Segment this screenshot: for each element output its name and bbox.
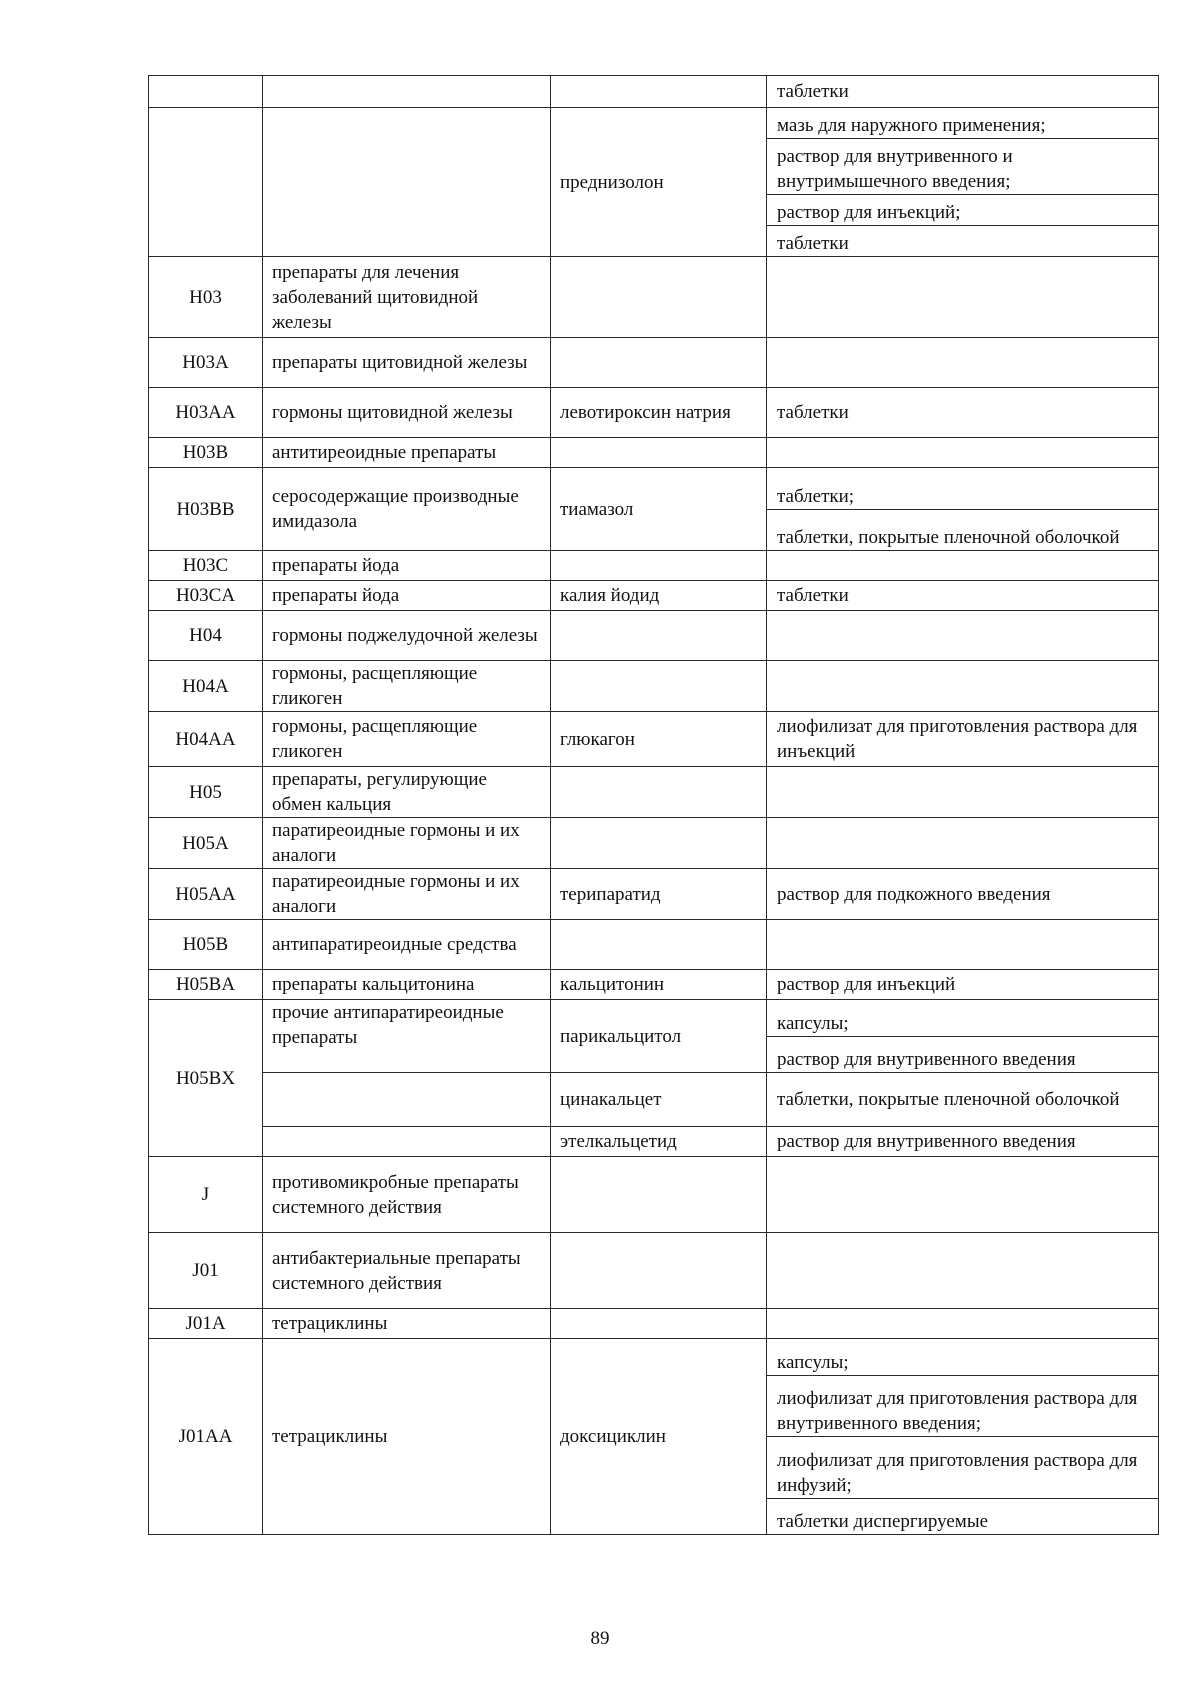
medicines-table [148,75,1159,1535]
table-row [149,1157,1159,1233]
page-number: 89 [590,1628,610,1649]
dosage-forms-cell [767,1309,1159,1339]
dosage-form: раствор для подкожного введения [777,883,1051,905]
group-name-cell: гормоны, расщепляющие гликоген [263,661,551,712]
group-name-cell: прочие антипаратиреоидные препараты [263,1000,551,1073]
dosage-forms-list [767,468,1158,550]
dosage-form: мазь для наружного применения; [777,115,1046,136]
dosage-form: таблетки [777,81,849,102]
group-name-cell: препараты йода [263,581,551,611]
drug-name-cell [551,611,767,661]
dosage-forms-cell [767,338,1159,388]
dosage-forms-cell [767,581,1159,611]
table-row [149,108,1159,257]
dosage-forms-cell [767,1157,1159,1233]
atc-code-cell [149,76,263,108]
dosage-forms-cell [767,611,1159,661]
atc-code-cell: H03 [149,257,263,338]
group-name-cell: антибактериальные препараты системного действия [263,1233,551,1309]
drug-name-cell [551,76,767,108]
atc-code-cell: H05AA [149,869,263,920]
table-row [149,661,1159,712]
atc-code-cell: H05BA [149,970,263,1000]
group-name-cell: паратиреоидные гормоны и их аналоги [263,869,551,920]
drug-name-cell: калия йодид [551,581,767,611]
dosage-form: таблетки; [777,485,855,507]
atc-code-cell: H03A [149,338,263,388]
group-name-cell: антитиреоидные препараты [263,438,551,468]
atc-code-cell: H05BX [149,1000,263,1157]
group-name-cell [263,1073,551,1127]
drug-name-cell: терипаратид [551,869,767,920]
drug-name-cell: цинакальцет [551,1073,767,1127]
dosage-form: таблетки [767,225,1158,256]
dosage-form: капсулы; [777,1012,849,1034]
atc-code-cell [149,108,263,257]
atc-code-cell: H03AA [149,388,263,438]
table-row [149,76,1159,108]
drug-name-cell [551,438,767,468]
dosage-forms-cell [767,468,1159,551]
dosage-form: раствор для внутривенного введения [777,1131,1076,1152]
drug-name-cell [551,1157,767,1233]
group-name-cell: препараты йода [263,551,551,581]
table-row [149,767,1159,818]
atc-code-cell: H05 [149,767,263,818]
group-name-cell: серосодержащие производные имидазола [263,468,551,551]
dosage-form: раствор для инъекций [777,974,956,995]
dosage-form: раствор для внутривенного введения [767,1036,1158,1073]
drug-name-cell [551,1233,767,1309]
atc-code-cell: H04AA [149,712,263,767]
atc-code-cell: H05B [149,920,263,970]
dosage-forms-cell [767,661,1159,712]
drug-name-cell [551,920,767,970]
drug-name-cell: кальцитонин [551,970,767,1000]
table-row [149,920,1159,970]
dosage-forms-cell [767,767,1159,818]
group-name-cell [263,76,551,108]
group-name-cell: гормоны щитовидной железы [263,388,551,438]
dosage-form: таблетки [777,402,849,423]
group-name-cell: препараты, регулирующие обмен кальция [263,767,551,818]
dosage-forms-list [767,108,1158,256]
group-name-cell: противомикробные препараты системного действия [263,1157,551,1233]
table-row [149,581,1159,611]
dosage-forms-cell [767,1233,1159,1309]
table-row [149,1339,1159,1535]
dosage-forms-cell [767,76,1159,108]
drug-name-cell [551,257,767,338]
dosage-form: лиофилизат для приготовления раствора для инфузий; [767,1436,1158,1498]
table-body [149,76,1159,1535]
drug-name-cell: доксициклин [551,1339,767,1535]
dosage-forms-cell [767,920,1159,970]
table-row [149,257,1159,338]
group-name-cell: тетрациклины [263,1339,551,1535]
drug-name-cell: этелкальцетид [551,1127,767,1157]
table-row [149,338,1159,388]
dosage-form: таблетки диспергируемые [767,1498,1158,1535]
table-row [149,438,1159,468]
atc-code-cell: H03C [149,551,263,581]
atc-code-cell: J01AA [149,1339,263,1535]
table-row [149,1309,1159,1339]
dosage-forms-cell [767,970,1159,1000]
drug-name-cell: преднизолон [551,108,767,257]
atc-code-cell: H03B [149,438,263,468]
dosage-forms-cell [767,869,1159,920]
table-row [149,1127,1159,1157]
dosage-form: лиофилизат для приготовления раствора для внутривенного введения; [767,1375,1158,1437]
dosage-form: лиофилизат для приготовления раствора для инъекций [777,716,1138,762]
table-row [149,970,1159,1000]
dosage-forms-cell [767,1339,1159,1535]
drug-name-cell: парикальцитол [551,1000,767,1073]
group-name-cell: препараты кальцитонина [263,970,551,1000]
atc-code-cell: H04A [149,661,263,712]
drug-name-cell [551,551,767,581]
group-name-cell: гормоны, расщепляющие гликоген [263,712,551,767]
dosage-forms-cell [767,712,1159,767]
group-name-cell: препараты для лечения заболеваний щитовидной железы [263,257,551,338]
table-row [149,1233,1159,1309]
dosage-form: раствор для инъекций; [767,194,1158,225]
dosage-forms-cell [767,818,1159,869]
dosage-forms-cell [767,257,1159,338]
atc-code-cell: J01 [149,1233,263,1309]
dosage-form: таблетки [777,585,849,606]
table-row [149,611,1159,661]
drug-name-cell [551,1309,767,1339]
table-row [149,468,1159,551]
drug-name-cell: тиамазол [551,468,767,551]
drug-name-cell: левотироксин натрия [551,388,767,438]
table-row [149,1000,1159,1073]
group-name-cell [263,1127,551,1157]
atc-code-cell: H03BB [149,468,263,551]
table-row [149,1073,1159,1127]
drug-name-cell [551,661,767,712]
dosage-forms-cell [767,438,1159,468]
dosage-forms-cell [767,388,1159,438]
table-row [149,712,1159,767]
dosage-forms-cell [767,551,1159,581]
dosage-forms-cell [767,1073,1159,1127]
atc-code-cell: H05A [149,818,263,869]
group-name-cell: препараты щитовидной железы [263,338,551,388]
drug-name-cell [551,818,767,869]
dosage-forms-cell [767,108,1159,257]
atc-code-cell: J01A [149,1309,263,1339]
group-name-cell: антипаратиреоидные средства [263,920,551,970]
dosage-forms-list [767,1000,1158,1072]
group-name-cell: тетрациклины [263,1309,551,1339]
group-name-cell: паратиреоидные гормоны и их аналоги [263,818,551,869]
group-name-cell [263,108,551,257]
atc-code-cell: H04 [149,611,263,661]
dosage-form: таблетки, покрытые пленочной оболочкой [767,509,1158,551]
dosage-forms-cell [767,1000,1159,1073]
group-name-cell: гормоны поджелудочной железы [263,611,551,661]
table-row [149,869,1159,920]
dosage-forms-list [767,1339,1158,1534]
table-row [149,818,1159,869]
atc-code-cell: H03CA [149,581,263,611]
dosage-forms-cell [767,1127,1159,1157]
atc-code-cell: J [149,1157,263,1233]
drug-name-cell [551,767,767,818]
dosage-form: таблетки, покрытые пленочной оболочкой [777,1089,1120,1110]
table-row [149,551,1159,581]
drug-name-cell: глюкагон [551,712,767,767]
dosage-form: раствор для внутривенного и внутримышечного введения; [767,138,1158,194]
drug-name-cell [551,338,767,388]
table-row [149,388,1159,438]
dosage-form: капсулы; [777,1351,849,1373]
